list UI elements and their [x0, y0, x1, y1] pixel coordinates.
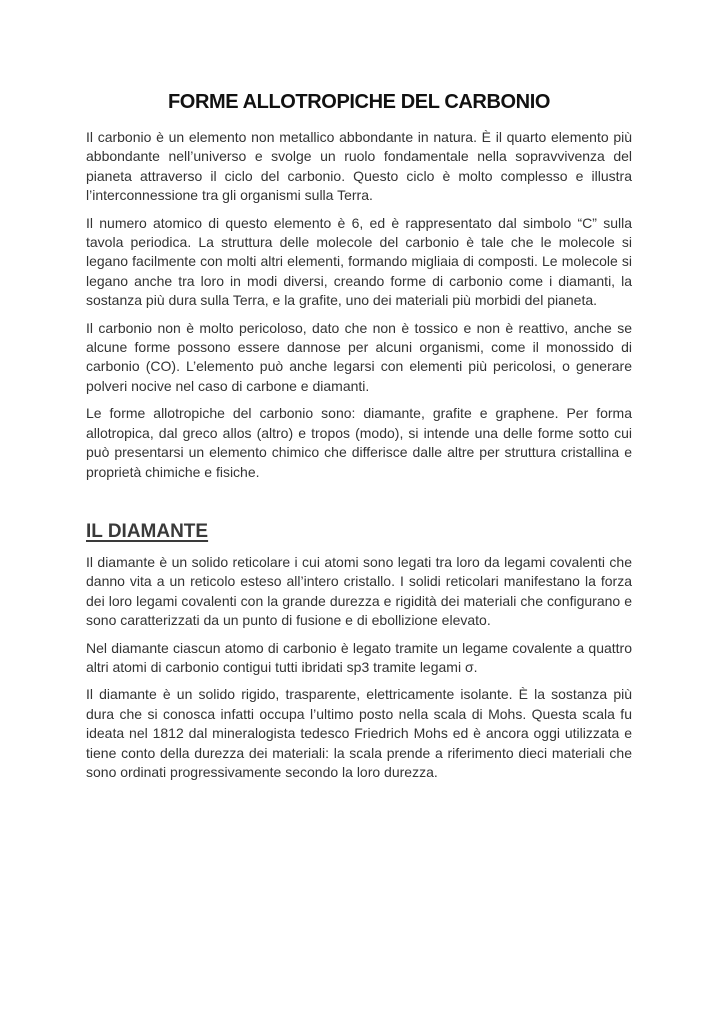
document-title: FORME ALLOTROPICHE DEL CARBONIO — [167, 91, 551, 113]
diamante-paragraph-1: Il diamante è un solido reticolare i cui atomi sono legati tra loro da legami covalenti che danno vita a un reticolo esteso all’intero cristallo. I solidi reticolari manifestano la forza dei loro legami covalenti con la grande durezza e rigidità dei materiali che configurano e sono caratterizzati da un punto di fusione e di ebollizione elevato. — [86, 553, 632, 629]
intro-paragraph-1: Il carbonio è un elemento non metallico abbondante in natura. È il quarto elemento più abbondante nell’universo e svolge un ruolo fondamentale nella sopravvivenza del pianeta attraverso il ciclo del carbonio. Questo ciclo è molto complesso e illustra l’interconnessione tra gli organismi sulla Terra. — [86, 129, 632, 204]
intro-paragraph-3: Il carbonio non è molto pericoloso, dato che non è tossico e non è reattivo, anche se alcune forme possono essere dannose per alcuni organismi, come il monossido di carbonio (CO). L’elemento può anche legarsi con elementi più pericolosi, o generare polveri nocive nel caso di carbone e diamanti. — [86, 319, 632, 394]
section-heading-diamante: IL DIAMANTE — [86, 520, 209, 542]
diamante-paragraph-3: Il diamante è un solido rigido, trasparente, elettricamente isolante. È la sostanza più dura che si conosca infatti occupa l’ultimo posto nella scala di Mohs. Questa scala fu ideata nel 1812 dal mineralogista tedesco Friedrich Mohs ed è ancora oggi utilizzata e tiene conto della durezza dei materiali: la scala prende a riferimento dieci materiali che sono ordinati progressivamente secondo la loro durezza. — [86, 686, 632, 780]
intro-paragraph-4: Le forme allotropiche del carbonio sono: diamante, grafite e graphene. Per forma allotropica, dal greco allos (altro) e tropos (modo), si intende una delle forme sotto cui può presentarsi un elemento chimico che differisce dalle altre per struttura cristallina e proprietà chimiche e fisiche. — [86, 405, 632, 480]
diamante-paragraph-2: Nel diamante ciascun atomo di carbonio è legato tramite un legame covalente a quattro altri atomi di carbonio contigui tutti ibridati sp3 tramite legami σ. — [86, 639, 632, 675]
intro-paragraph-2: Il numero atomico di questo elemento è 6, ed è rappresentato dal simbolo “C” sulla tavola periodica. La struttura delle molecole del carbonio è tale che le molecole si legano facilmente con molti altri elementi, formando migliaia di composti. Le molecole si legano anche tra loro in modi diversi, creando forme di carbonio come i diamanti, la sostanza più dura sulla Terra, e la grafite, uno dei materiali più morbidi del pianeta. — [86, 214, 632, 309]
document-page — [86, 88, 632, 790]
